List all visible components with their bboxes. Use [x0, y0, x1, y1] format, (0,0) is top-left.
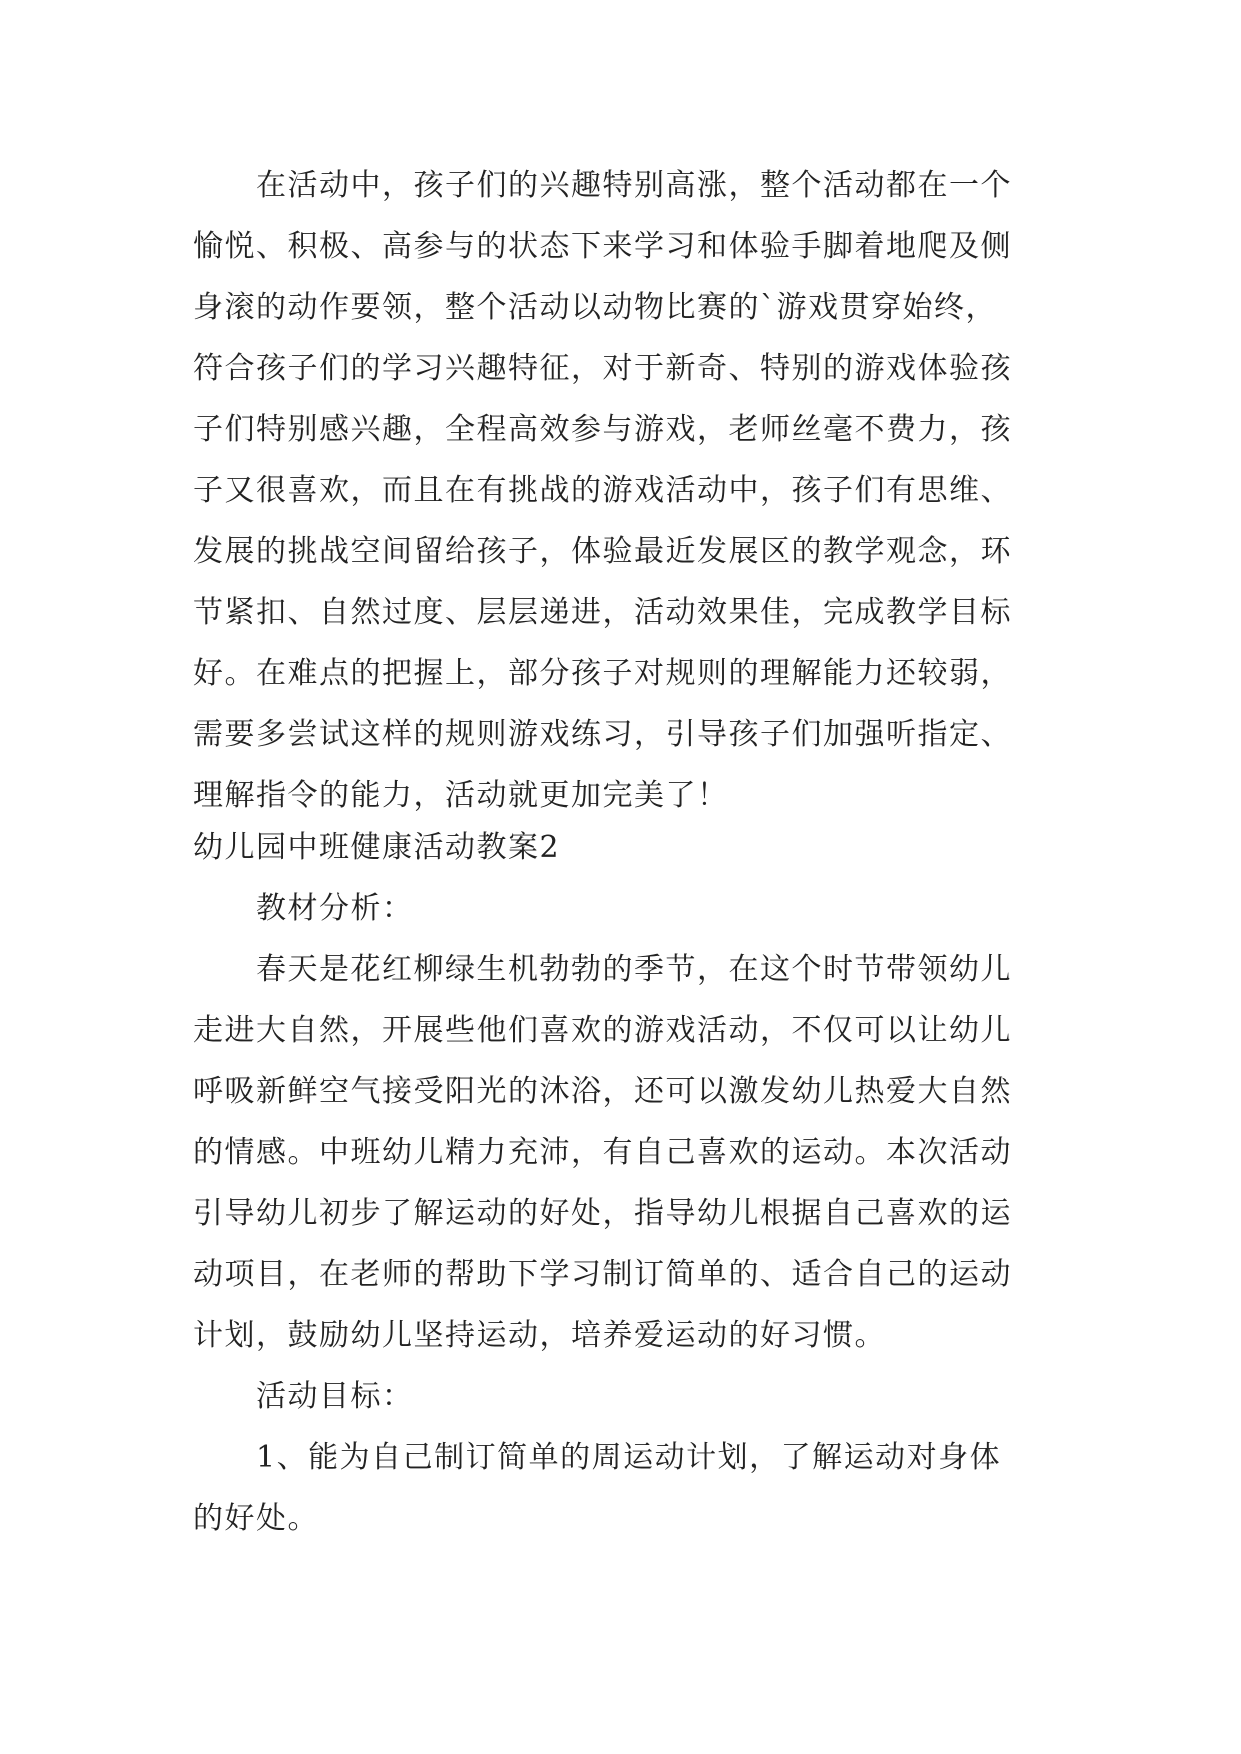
text-line: 好。在难点的把握上，部分孩子对规则的理解能力还较弱， [193, 656, 1012, 691]
text-line: 发展的挑战空间留给孩子，体验最近发展区的教学观念，环 [193, 534, 1012, 569]
text-line: 的好处。 [193, 1501, 319, 1536]
text-line: 身滚的动作要领，整个活动以动物比赛的`游戏贯穿始终， [193, 290, 997, 325]
text-line: 子又很喜欢，而且在有挑战的游戏活动中，孩子们有思维、 [193, 473, 1012, 508]
text-line: 1、能为自己制订简单的周运动计划，了解运动对身体 [256, 1440, 1002, 1475]
text-line: 愉悦、积极、高参与的状态下来学习和体验手脚着地爬及侧 [193, 229, 1012, 264]
material-heading: 教材分析： [256, 891, 414, 926]
text-line: 春天是花红柳绿生机勃勃的季节，在这个时节带领幼儿 [256, 952, 1012, 987]
text-line: 引导幼儿初步了解运动的好处，指导幼儿根据自己喜欢的运 [193, 1196, 1012, 1231]
text-line: 动项目，在老师的帮助下学习制订简单的、适合自己的运动 [193, 1257, 1012, 1292]
text-line: 符合孩子们的学习兴趣特征，对于新奇、特别的游戏体验孩 [193, 351, 1012, 386]
paragraph-reflection [193, 155, 1063, 826]
section-title: 幼儿园中班健康活动教案2 [193, 830, 561, 865]
text-line: 需要多尝试这样的规则游戏练习，引导孩子们加强听指定、 [193, 717, 1012, 752]
text-line: 子们特别感兴趣，全程高效参与游戏，老师丝毫不费力，孩 [193, 412, 1012, 447]
text-line: 计划，鼓励幼儿坚持运动，培养爱运动的好习惯。 [193, 1318, 886, 1353]
text-line: 走进大自然，开展些他们喜欢的游戏活动，不仅可以让幼儿 [193, 1013, 1012, 1048]
text-line: 的情感。中班幼儿精力充沛，有自己喜欢的运动。本次活动 [193, 1135, 1012, 1170]
text-line: 节紧扣、自然过度、层层递进，活动效果佳，完成教学目标 [193, 595, 1012, 630]
goals-heading: 活动目标： [256, 1379, 414, 1414]
text-line: 在活动中，孩子们的兴趣特别高涨，整个活动都在一个 [256, 168, 1012, 203]
text-line: 理解指令的能力，活动就更加完美了！ [193, 778, 729, 813]
text-line: 呼吸新鲜空气接受阳光的沐浴，还可以激发幼儿热爱大自然 [193, 1074, 1012, 1109]
lesson-plan-section [193, 817, 1063, 1549]
